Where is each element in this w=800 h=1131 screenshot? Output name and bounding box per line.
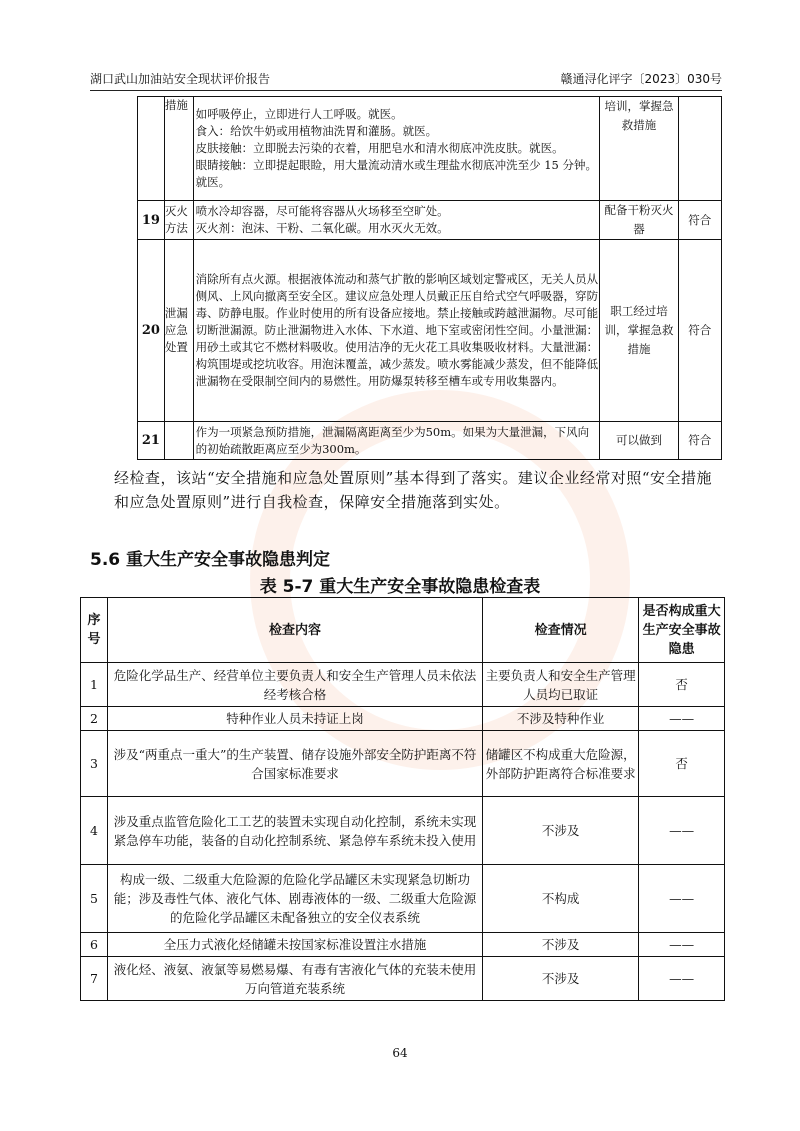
header-doc-number: 赣通浔化评字〔2023〕030号 bbox=[560, 72, 722, 86]
row-number: 20 bbox=[138, 240, 165, 422]
cell-num: 4 bbox=[81, 797, 108, 865]
table-row bbox=[81, 797, 725, 865]
cell-content: 构成一级、二级重大危险源的危险化学品罐区未实现紧急切断功能；涉及毒性气体、液化气体、剧毒液体的一级、二级重大危险源的危险化学品罐区未配备独立的安全仪表系统 bbox=[107, 865, 482, 933]
row-result: 符合 bbox=[678, 422, 722, 460]
cell-status: 不构成 bbox=[483, 865, 639, 933]
cell-content: 液化烃、液氨、液氯等易燃易爆、有毒有害液化气体的充装未使用万向管道充装系统 bbox=[107, 957, 482, 1001]
cell-num: 5 bbox=[81, 865, 108, 933]
table-row bbox=[138, 97, 722, 201]
table-row bbox=[81, 933, 725, 957]
cell-result: 否 bbox=[639, 663, 725, 707]
row-category bbox=[164, 422, 193, 460]
cell-status: 不涉及 bbox=[483, 957, 639, 1001]
table-row bbox=[81, 663, 725, 707]
cell-num: 7 bbox=[81, 957, 108, 1001]
row-number: 19 bbox=[138, 201, 165, 240]
row-number: 21 bbox=[138, 422, 165, 460]
row-result: 符合 bbox=[678, 201, 722, 240]
row-content: 消除所有点火源。根据液体流动和蒸气扩散的影响区域划定警戒区，无关人员从侧风、上风向撤离至安全区。建议应急处理人员戴正压自给式空气呼吸器，穿防毒、防静电服。作业时使用的所有设备应接地。禁止接触或跨越泄漏物。尽可能切断泄漏源。防止泄漏物进入水体、下水道、地下室或密闭性空间。小量泄漏：用砂土或其它不燃材料吸收。使用洁净的无火花工具收集吸收材料。大量泄漏：构筑围堤或挖坑收容。用泡沫覆盖，减少蒸发。喷水雾能减少蒸发，但不能降低泄漏物在受限制空间内的易燃性。用防爆泵转移至槽车或专用收集器内。 bbox=[193, 240, 600, 422]
table-row bbox=[138, 240, 722, 422]
table-row bbox=[81, 731, 725, 797]
table-row bbox=[138, 422, 722, 460]
cell-status: 主要负责人和安全生产管理人员均已取证 bbox=[483, 663, 639, 707]
cell-content: 全压力式液化烃储罐未按国家标准设置注水措施 bbox=[107, 933, 482, 957]
safety-measures-table bbox=[137, 96, 722, 460]
header-status: 检查情况 bbox=[483, 598, 639, 663]
cell-status: 不涉及 bbox=[483, 933, 639, 957]
cell-num: 1 bbox=[81, 663, 108, 707]
header-num: 序号 bbox=[81, 598, 108, 663]
table-header-row bbox=[81, 598, 725, 663]
cell-status: 不涉及特种作业 bbox=[483, 707, 639, 731]
table-row bbox=[81, 957, 725, 1001]
row-category: 灭火方法 bbox=[164, 201, 193, 240]
page-number: 64 bbox=[392, 1046, 408, 1060]
cell-num: 3 bbox=[81, 731, 108, 797]
cell-content: 特种作业人员未持证上岗 bbox=[107, 707, 482, 731]
page-header bbox=[90, 66, 722, 91]
row-measure: 培训，掌握急救措施 bbox=[600, 97, 678, 201]
row-category: 泄漏应急处置 bbox=[164, 240, 193, 422]
cell-result: —— bbox=[639, 933, 725, 957]
cell-content: 危险化学品生产、经营单位主要负责人和安全生产管理人员未依法经考核合格 bbox=[107, 663, 482, 707]
hazard-check-table bbox=[80, 597, 725, 1001]
cell-result: 否 bbox=[639, 731, 725, 797]
cell-content: 涉及重点监管危险化工工艺的装置未实现自动化控制，系统未实现紧急停车功能，装备的自动化控制系统、紧急停车系统未投入使用 bbox=[107, 797, 482, 865]
table-row bbox=[81, 707, 725, 731]
row-measure: 可以做到 bbox=[600, 422, 678, 460]
cell-content: 涉及“两重点一重大”的生产装置、储存设施外部安全防护距离不符合国家标准要求 bbox=[107, 731, 482, 797]
summary-paragraph: 经检查，该站“安全措施和应急处置原则”基本得到了落实。建议企业经常对照“安全措施和应急处置原则”进行自我检查，保障安全措施落到实处。 bbox=[114, 469, 713, 511]
row-number bbox=[138, 97, 165, 201]
row-result bbox=[678, 97, 722, 201]
header-result: 是否构成重大生产安全事故隐患 bbox=[639, 598, 725, 663]
cell-num: 2 bbox=[81, 707, 108, 731]
row-content: 作为一项紧急预防措施，泄漏隔离距离至少为50m。如果为大量泄漏，下风向的初始疏散距离应至少为300m。 bbox=[193, 422, 600, 460]
cell-result: —— bbox=[639, 957, 725, 1001]
row-content: 喷水冷却容器，尽可能将容器从火场移至空旷处。 灭火剂：泡沫、干粉、二氧化碳。用水灭火无效。 bbox=[193, 201, 600, 240]
row-content: 如呼吸停止，立即进行人工呼吸。就医。 食入：给饮牛奶或用植物油洗胃和灌肠。就医。 皮肤接触：立即脱去污染的衣着，用肥皂水和清水彻底冲洗皮肤。就医。 眼睛接触：立即提起眼睑，用大量流动清水或生理盐水彻底冲洗至少 15 分钟。就医。 bbox=[193, 97, 600, 201]
cell-result: —— bbox=[639, 865, 725, 933]
row-measure: 职工经过培训，掌握急救措施 bbox=[600, 240, 678, 422]
table-row bbox=[81, 865, 725, 933]
table-caption: 表 5-7 重大生产安全事故隐患检查表 bbox=[259, 577, 541, 597]
section-title: 5.6 重大生产安全事故隐患判定 bbox=[90, 550, 331, 570]
table-row bbox=[138, 201, 722, 240]
cell-status: 储罐区不构成重大危险源，外部防护距离符合标准要求 bbox=[483, 731, 639, 797]
cell-num: 6 bbox=[81, 933, 108, 957]
row-measure: 配备干粉灭火器 bbox=[600, 201, 678, 240]
row-category: 措施 bbox=[164, 97, 193, 201]
row-result: 符合 bbox=[678, 240, 722, 422]
cell-result: —— bbox=[639, 797, 725, 865]
header-content: 检查内容 bbox=[107, 598, 482, 663]
cell-status: 不涉及 bbox=[483, 797, 639, 865]
cell-result: —— bbox=[639, 707, 725, 731]
header-title: 湖口武山加油站安全现状评价报告 bbox=[90, 72, 271, 86]
